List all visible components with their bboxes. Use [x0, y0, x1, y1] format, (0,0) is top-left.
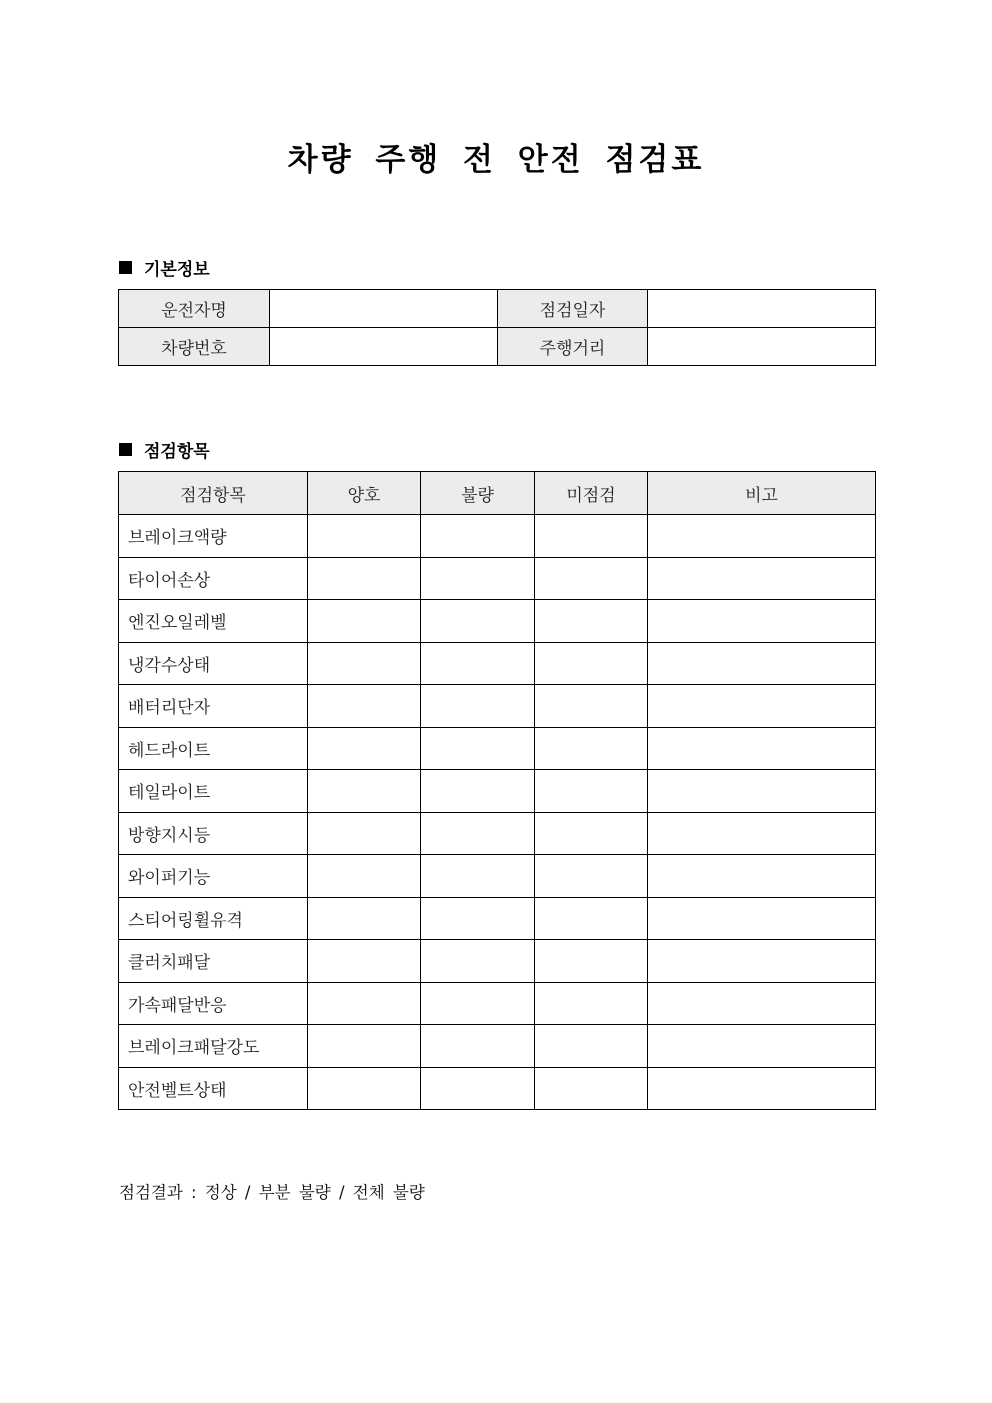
good-check-cell[interactable]: [308, 727, 421, 770]
driver-name-field[interactable]: [270, 290, 498, 328]
inspection-row: [119, 515, 876, 558]
inspection-row: [119, 982, 876, 1025]
vehicle-number-label: 차량번호: [119, 328, 270, 366]
bad-check-cell[interactable]: [421, 600, 535, 643]
inspection-item-label: 방향지시등: [119, 812, 308, 855]
inspection-row: [119, 812, 876, 855]
remarks-cell[interactable]: [648, 727, 876, 770]
unchecked-check-cell[interactable]: [535, 685, 648, 728]
inspection-table: [118, 471, 876, 1110]
good-check-cell[interactable]: [308, 812, 421, 855]
basic-info-heading: [119, 255, 210, 280]
inspection-item-label: 클러치패달: [119, 940, 308, 983]
bad-check-cell[interactable]: [421, 515, 535, 558]
column-header-item: 점검항목: [119, 472, 308, 515]
bad-check-cell[interactable]: [421, 940, 535, 983]
inspection-heading-text: 점검항목: [144, 442, 210, 462]
inspection-item-label: 엔진오일레벨: [119, 600, 308, 643]
remarks-cell[interactable]: [648, 515, 876, 558]
column-header-unchecked: 미점검: [535, 472, 648, 515]
square-bullet-icon: [119, 443, 132, 456]
bad-check-cell[interactable]: [421, 1067, 535, 1110]
inspection-item-label: 와이퍼기능: [119, 855, 308, 898]
inspection-heading: [119, 437, 210, 462]
bad-check-cell[interactable]: [421, 897, 535, 940]
basic-info-row: [119, 328, 876, 366]
good-check-cell[interactable]: [308, 1067, 421, 1110]
good-check-cell[interactable]: [308, 855, 421, 898]
document-title: 차량 주행 전 안전 점검표: [287, 142, 705, 178]
vehicle-number-field[interactable]: [270, 328, 498, 366]
inspection-item-label: 브레이크패달강도: [119, 1025, 308, 1068]
inspection-row: [119, 685, 876, 728]
unchecked-check-cell[interactable]: [535, 515, 648, 558]
inspection-row: [119, 770, 876, 813]
inspection-row: [119, 897, 876, 940]
inspection-item-label: 냉각수상태: [119, 642, 308, 685]
inspection-row: [119, 642, 876, 685]
inspection-row: [119, 600, 876, 643]
good-check-cell[interactable]: [308, 982, 421, 1025]
good-check-cell[interactable]: [308, 770, 421, 813]
unchecked-check-cell[interactable]: [535, 1025, 648, 1068]
inspection-row: [119, 940, 876, 983]
inspection-date-label: 점검일자: [498, 290, 648, 328]
inspection-item-label: 헤드라이트: [119, 727, 308, 770]
inspection-row: [119, 1025, 876, 1068]
bad-check-cell[interactable]: [421, 1025, 535, 1068]
column-header-good: 양호: [308, 472, 421, 515]
inspection-row: [119, 855, 876, 898]
inspection-header-row: [119, 472, 876, 515]
inspection-result-line: 점검결과 : 정상 / 부분 불량 / 전체 불량: [119, 1183, 425, 1202]
unchecked-check-cell[interactable]: [535, 770, 648, 813]
inspection-item-label: 안전벨트상태: [119, 1067, 308, 1110]
square-bullet-icon: [119, 261, 132, 274]
remarks-cell[interactable]: [648, 940, 876, 983]
inspection-item-label: 타이어손상: [119, 557, 308, 600]
remarks-cell[interactable]: [648, 855, 876, 898]
bad-check-cell[interactable]: [421, 642, 535, 685]
inspection-row: [119, 1067, 876, 1110]
remarks-cell[interactable]: [648, 982, 876, 1025]
good-check-cell[interactable]: [308, 897, 421, 940]
remarks-cell[interactable]: [648, 600, 876, 643]
remarks-cell[interactable]: [648, 1067, 876, 1110]
remarks-cell[interactable]: [648, 685, 876, 728]
bad-check-cell[interactable]: [421, 855, 535, 898]
inspection-row: [119, 557, 876, 600]
unchecked-check-cell[interactable]: [535, 557, 648, 600]
unchecked-check-cell[interactable]: [535, 812, 648, 855]
unchecked-check-cell[interactable]: [535, 1067, 648, 1110]
bad-check-cell[interactable]: [421, 770, 535, 813]
inspection-item-label: 가속패달반응: [119, 982, 308, 1025]
basic-info-row: [119, 290, 876, 328]
basic-info-heading-text: 기본정보: [144, 260, 210, 280]
mileage-label: 주행거리: [498, 328, 648, 366]
driver-name-label: 운전자명: [119, 290, 270, 328]
unchecked-check-cell[interactable]: [535, 982, 648, 1025]
unchecked-check-cell[interactable]: [535, 600, 648, 643]
remarks-cell[interactable]: [648, 557, 876, 600]
inspection-item-label: 스티어링휠유격: [119, 897, 308, 940]
unchecked-check-cell[interactable]: [535, 940, 648, 983]
good-check-cell[interactable]: [308, 515, 421, 558]
inspection-item-label: 브레이크액량: [119, 515, 308, 558]
unchecked-check-cell[interactable]: [535, 855, 648, 898]
column-header-bad: 불량: [421, 472, 535, 515]
remarks-cell[interactable]: [648, 1025, 876, 1068]
inspection-date-field[interactable]: [648, 290, 876, 328]
mileage-field[interactable]: [648, 328, 876, 366]
good-check-cell[interactable]: [308, 1025, 421, 1068]
basic-info-table: [118, 289, 876, 366]
unchecked-check-cell[interactable]: [535, 642, 648, 685]
good-check-cell[interactable]: [308, 685, 421, 728]
bad-check-cell[interactable]: [421, 812, 535, 855]
good-check-cell[interactable]: [308, 557, 421, 600]
remarks-cell[interactable]: [648, 897, 876, 940]
inspection-row: [119, 727, 876, 770]
remarks-cell[interactable]: [648, 812, 876, 855]
bad-check-cell[interactable]: [421, 982, 535, 1025]
bad-check-cell[interactable]: [421, 557, 535, 600]
unchecked-check-cell[interactable]: [535, 727, 648, 770]
inspection-item-label: 테일라이트: [119, 770, 308, 813]
unchecked-check-cell[interactable]: [535, 897, 648, 940]
good-check-cell[interactable]: [308, 642, 421, 685]
bad-check-cell[interactable]: [421, 727, 535, 770]
column-header-remarks: 비고: [648, 472, 876, 515]
remarks-cell[interactable]: [648, 770, 876, 813]
good-check-cell[interactable]: [308, 940, 421, 983]
remarks-cell[interactable]: [648, 642, 876, 685]
inspection-item-label: 배터리단자: [119, 685, 308, 728]
good-check-cell[interactable]: [308, 600, 421, 643]
bad-check-cell[interactable]: [421, 685, 535, 728]
